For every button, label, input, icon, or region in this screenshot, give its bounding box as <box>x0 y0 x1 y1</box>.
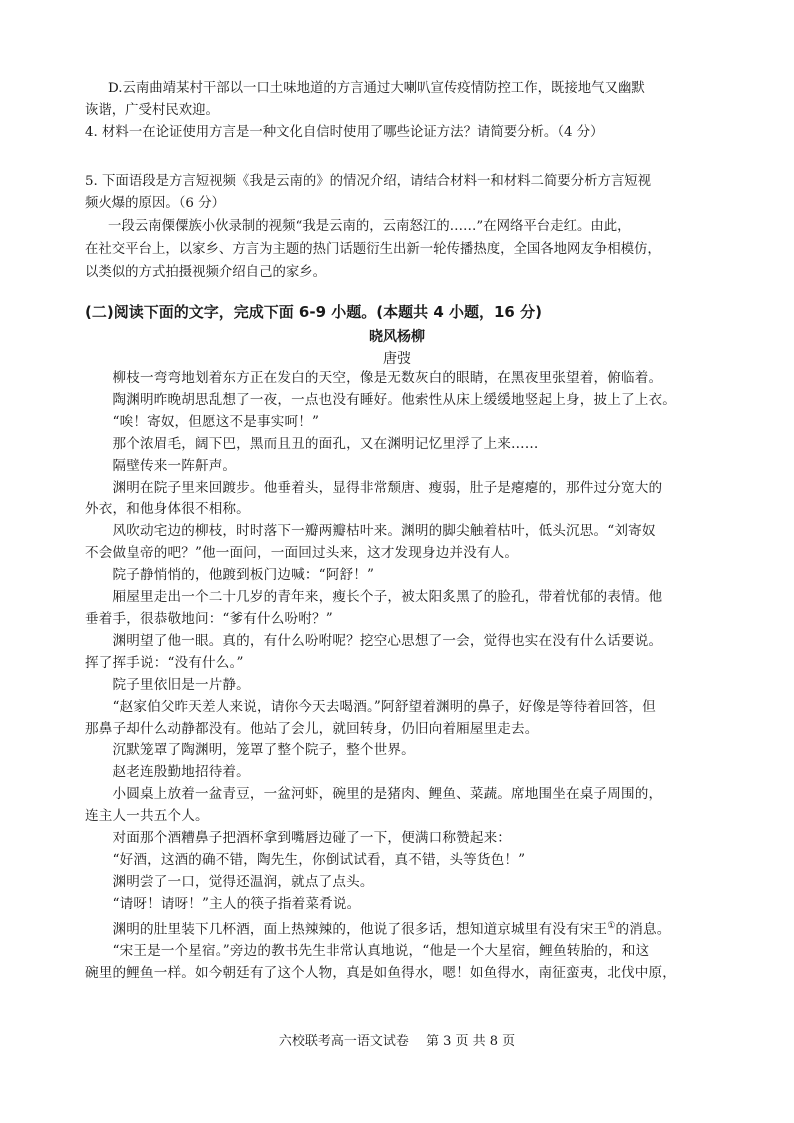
story-line: 对面那个酒糟鼻子把酒杯拿到嘴唇边碰了一下，便满口称赞起来： <box>85 830 512 847</box>
story-body <box>85 368 725 985</box>
material-line-3: 以类似的方式拍摄视频介绍自己的家乡。 <box>85 265 327 280</box>
story-line: 赵老连殷勤地招待着。 <box>85 764 250 781</box>
material-line-2: 在社交平台上，以家乡、方言为主题的热门话题衍生出新一轮传播热度，全国各地网友争相模仿， <box>85 242 661 257</box>
story-line: 渊明尝了一口，觉得还温润，就点了点头。 <box>85 873 374 890</box>
story-line: 那个浓眉毛，阔下巴，黑而且丑的面孔，又在渊明记忆里浮了上来…… <box>85 435 539 452</box>
story-line: 沉默笼罩了陶渊明，笼罩了整个院子，整个世界。 <box>85 742 415 759</box>
option-d-line-2: 诙谐，广受村民欢迎。 <box>85 103 219 118</box>
story-line: “好酒，这酒的确不错，陶先生，你倒试试看，真不错，头等货色！” <box>85 851 526 868</box>
story-line: 垂着手，很恭敬地问：“爹有什么吩咐？” <box>85 610 333 627</box>
section-heading: (二)阅读下面的文字，完成下面 6-9 小题。(本题共 4 小题，16 分) <box>85 303 542 321</box>
option-d-line-1: D.云南曲靖某村干部以一口土味地道的方言通过大喇叭宣传疫情防控工作，既接地气又幽默 <box>108 81 645 96</box>
story-line: “赵家伯父昨天差人来说，请你今天去喝酒。”阿舒望着渊明的鼻子，好像是等待着回答，但 <box>85 698 656 715</box>
story-line: 连主人一共五个人。 <box>85 808 209 825</box>
story-line: 渊明在院子里来回踱步。他垂着头，显得非常颓唐、瘦弱，肚子是瘪瘪的，那件过分宽大的 <box>85 479 663 496</box>
story-title: 晓风杨柳 <box>369 329 425 345</box>
page-footer: 六校联考高一语文试卷 第 3 页 共 8 页 <box>278 1034 516 1049</box>
question-4: 4. 材料一在论证使用方言是一种文化自信时使用了哪些论证方法？请简要分析。（4 分） <box>85 125 604 140</box>
story-line: “请呀！请呀！”主人的筷子指着菜肴说。 <box>85 895 361 912</box>
story-line: 渊明的肚里装下几杯酒，面上热辣辣的，他说了很多话，想知道京城里有没有宋王①的消息。 <box>85 920 671 938</box>
story-line: 不会做皇帝的吧？”他一面问，一面回过头来，这才发现身边并没有人。 <box>85 545 519 562</box>
story-line: 院子里依旧是一片静。 <box>85 676 250 693</box>
story-author: 唐弢 <box>383 351 411 367</box>
story-line: 隔壁传来一阵鼾声。 <box>85 457 237 474</box>
story-line: 外衣，和他身体很不相称。 <box>85 501 250 518</box>
story-line: 挥了挥手说：“没有什么。” <box>85 654 244 671</box>
question-5-line-1: 5. 下面语段是方言短视频《我是云南的》的情况介绍，请结合材料一和材料二简要分析方言短视 <box>85 174 652 189</box>
story-line: 风吹动宅边的柳枝，时时落下一瓣两瓣枯叶来。渊明的脚尖触着枯叶，低头沉思。“刘寄奴 <box>85 523 656 540</box>
question-5-line-2: 频火爆的原因。（6 分） <box>85 196 225 211</box>
story-line: “宋王是一个星宿。”旁边的教书先生非常认真地说，“他是一个大星宿，鲤鱼转胎的，和这 <box>85 943 650 960</box>
story-line: 那鼻子却什么动静都没有。他站了会儿，就回转身，仍旧向着厢屋里走去。 <box>85 720 539 737</box>
story-line: “唉！寄奴，但愿这不是事实呵！” <box>85 413 320 430</box>
story-line: 小圆桌上放着一盆青豆，一盆河虾，碗里的是猪肉、鲤鱼、菜蔬。席地围坐在桌子周围的， <box>85 786 663 803</box>
footnote-marker: ① <box>607 920 616 931</box>
story-line: 碗里的鲤鱼一样。如今朝廷有了这个人物，真是如鱼得水，嗯！如鱼得水，南征蛮夷，北伐中原， <box>85 965 676 981</box>
story-line: 渊明望了他一眼。真的，有什么吩咐呢？挖空心思想了一会，觉得也实在没有什么话要说。 <box>85 632 663 649</box>
story-line: 陶渊明昨晚胡思乱想了一夜，一点也没有睡好。他索性从床上缓缓地竖起上身，披上了上衣。 <box>85 391 676 408</box>
story-line: 柳枝一弯弯地划着东方正在发白的天空，像是无数灰白的眼睛，在黑夜里张望着，俯临着。 <box>85 370 663 386</box>
story-line: 厢屋里走出一个二十几岁的青年来，瘦长个子，被太阳炙黑了的脸孔，带着忧郁的表情。他 <box>85 589 663 606</box>
material-line-1: 一段云南傈僳族小伙录制的视频“我是云南的，云南怒江的……”在网络平台走红。由此， <box>108 219 631 234</box>
story-line: 院子静悄悄的，他踱到板门边喊：“阿舒！” <box>85 567 375 584</box>
